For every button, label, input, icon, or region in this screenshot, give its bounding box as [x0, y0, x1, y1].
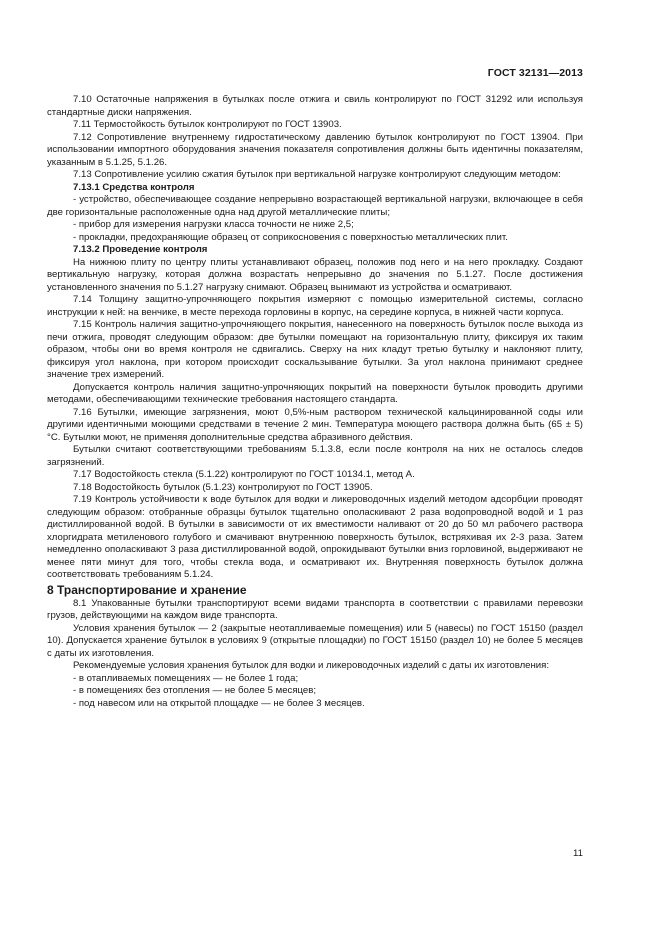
paragraph-recommended-conditions: Рекомендуемые условия хранения бутылок для водки и ликероводочных изделий с даты их изготовления:: [73, 660, 550, 671]
list-item: - под навесом или на открытой площадке — не более 3 месяцев.: [73, 697, 365, 709]
paragraph-7-15: 7.15 Контроль наличия защитно-упрочняющего покрытия, нанесенного на поверхность бутылок после выхода из печи отжига, проводят следующим образом: две бутылки помещают на горизонтальную плиту, фиксируя их таким образом, чтобы они во время контроля не сдвигались. Сверху на них кладут третью бутылку и наклоняют плиту, фиксируя угол наклона, при котором происходит соскальзывание бутылки. За угол наклона принимают среднее значение трех измерений.: [47, 319, 583, 380]
paragraph-7-11: 7.11 Термостойкость бутылок контролируют по ГОСТ 13903.: [73, 119, 342, 130]
subheading-7-13-1: 7.13.1 Средства контроля: [73, 181, 195, 193]
list-item: - прокладки, предохраняющие образец от соприкосновения с поверхностью металлических плит.: [73, 231, 508, 243]
paragraph-7-16: 7.16 Бутылки, имеющие загрязнения, моют 0,5%-ным раствором технической кальцинированной соды или другими идентичными моющими средствами в течение 2 мин. Температура моющего раствора должна быть (65 ± 5) °С. Бутылки моют, не применяя дополнительные средства абразивного действия.: [47, 406, 583, 443]
paragraph-7-10: 7.10 Остаточные напряжения в бутылках после отжига и свиль контролируют по ГОСТ 31292 или используя стандартные диски напряжения.: [47, 94, 583, 118]
page-number: 11: [573, 848, 583, 859]
paragraph-7-12: 7.12 Сопротивление внутреннему гидростатическому давлению бутылок контролируют по ГОСТ 13904. При использовании импортного оборудования значения показателя сопротивления должны быть идентичны показателям, указанным в 5.1.25, 5.1.26.: [47, 131, 583, 168]
paragraph-7-19: 7.19 Контроль устойчивости к воде бутылок для водки и ликероводочных изделий методом адсорбции проводят следующим образом: отобранные образцы бутылок тщательно ополаскивают 2 раза водопроводной водой и 1 раз дистиллированной водой. В бутылки в зависимости от их вместимости наливают от 20 до 50 мл рабочего раствора хлоргидрата метиленового голубого и смачивают внутреннюю поверхность бутылок, встряхивая их 2-3 раза. Затем немедленно ополаскивают 3 раза дистиллированной водой, опрокидывают бутылки вниз горловиной, выдерживают не менее пяти минут для того, чтобы стекла вода, и осматривают их. Внутренняя поверхность бутылок должна соответствовать требованиям 5.1.24.: [47, 494, 583, 580]
section-8-heading: 8 Транспортирование и хранение: [47, 582, 247, 597]
document-code-header: ГОСТ 32131—2013: [487, 67, 583, 79]
paragraph-7-15-note: Допускается контроль наличия защитно-упрочняющих покрытий на поверхности бутылок проводить другими методами, обеспечивающими технические требования настоящего стандарта.: [47, 381, 583, 405]
paragraph-7-14: 7.14 Толщину защитно-упрочняющего покрытия измеряют с помощью измерительной системы, согласно инструкции к ней: на венчике, в месте перехода горловины в корпус, на середине корпуса, в нижней части корпуса.: [47, 294, 583, 318]
paragraph-7-13-2-text: На нижнюю плиту по центру плиты устанавливают образец, положив под него и на него прокладку. Создают вертикальную нагрузку, которая должна возрастать непрерывно до значения по 5.1.27. После достижения установленного значения по 5.1.27 нагрузку снимают. Образец вынимают из устройства и осматривают.: [47, 256, 583, 293]
subheading-7-13-2: 7.13.2 Проведение контроля: [73, 244, 208, 255]
paragraph-7-16-note: Бутылки считают соответствующими требованиям 5.1.3.8, если после контроля на них не осталось следов загрязнений.: [47, 444, 583, 468]
list-item: - устройство, обеспечивающее создание непрерывно возрастающей вертикальной нагрузки, включающее в себя две горизонтальные расположенные одна над другой металлические плиты;: [47, 194, 583, 218]
paragraph-7-18: 7.18 Водостойкость бутылок (5.1.23) контролируют по ГОСТ 13905.: [73, 481, 373, 493]
paragraph-7-13: 7.13 Сопротивление усилию сжатия бутылок при вертикальной нагрузке контролируют следующим методом:: [73, 169, 561, 180]
paragraph-storage-conditions: Условия хранения бутылок — 2 (закрытые неотапливаемые помещения) или 5 (навесы) по ГОСТ 15150 (раздел 10). Допускается хранение бутылок в условиях 9 (открытые площадки) по ГОСТ 15150 (раздел 10) не более 5 месяцев с даты их изготовления.: [47, 622, 583, 659]
list-item: - прибор для измерения нагрузки класса точности не ниже 2,5;: [73, 219, 354, 230]
list-item: - в помещениях без отопления — не более 5 месяцев;: [73, 685, 317, 696]
document-body: [47, 94, 583, 710]
list-item: - в отапливаемых помещениях — не более 1 года;: [73, 672, 299, 684]
paragraph-8-1: 8.1 Упакованные бутылки транспортируют всеми видами транспорта в соответствии с правилами перевозки грузов, действующими на каждом виде транспорта.: [47, 597, 583, 621]
paragraph-7-17: 7.17 Водостойкость стекла (5.1.22) контролируют по ГОСТ 10134.1, метод А.: [73, 469, 415, 480]
